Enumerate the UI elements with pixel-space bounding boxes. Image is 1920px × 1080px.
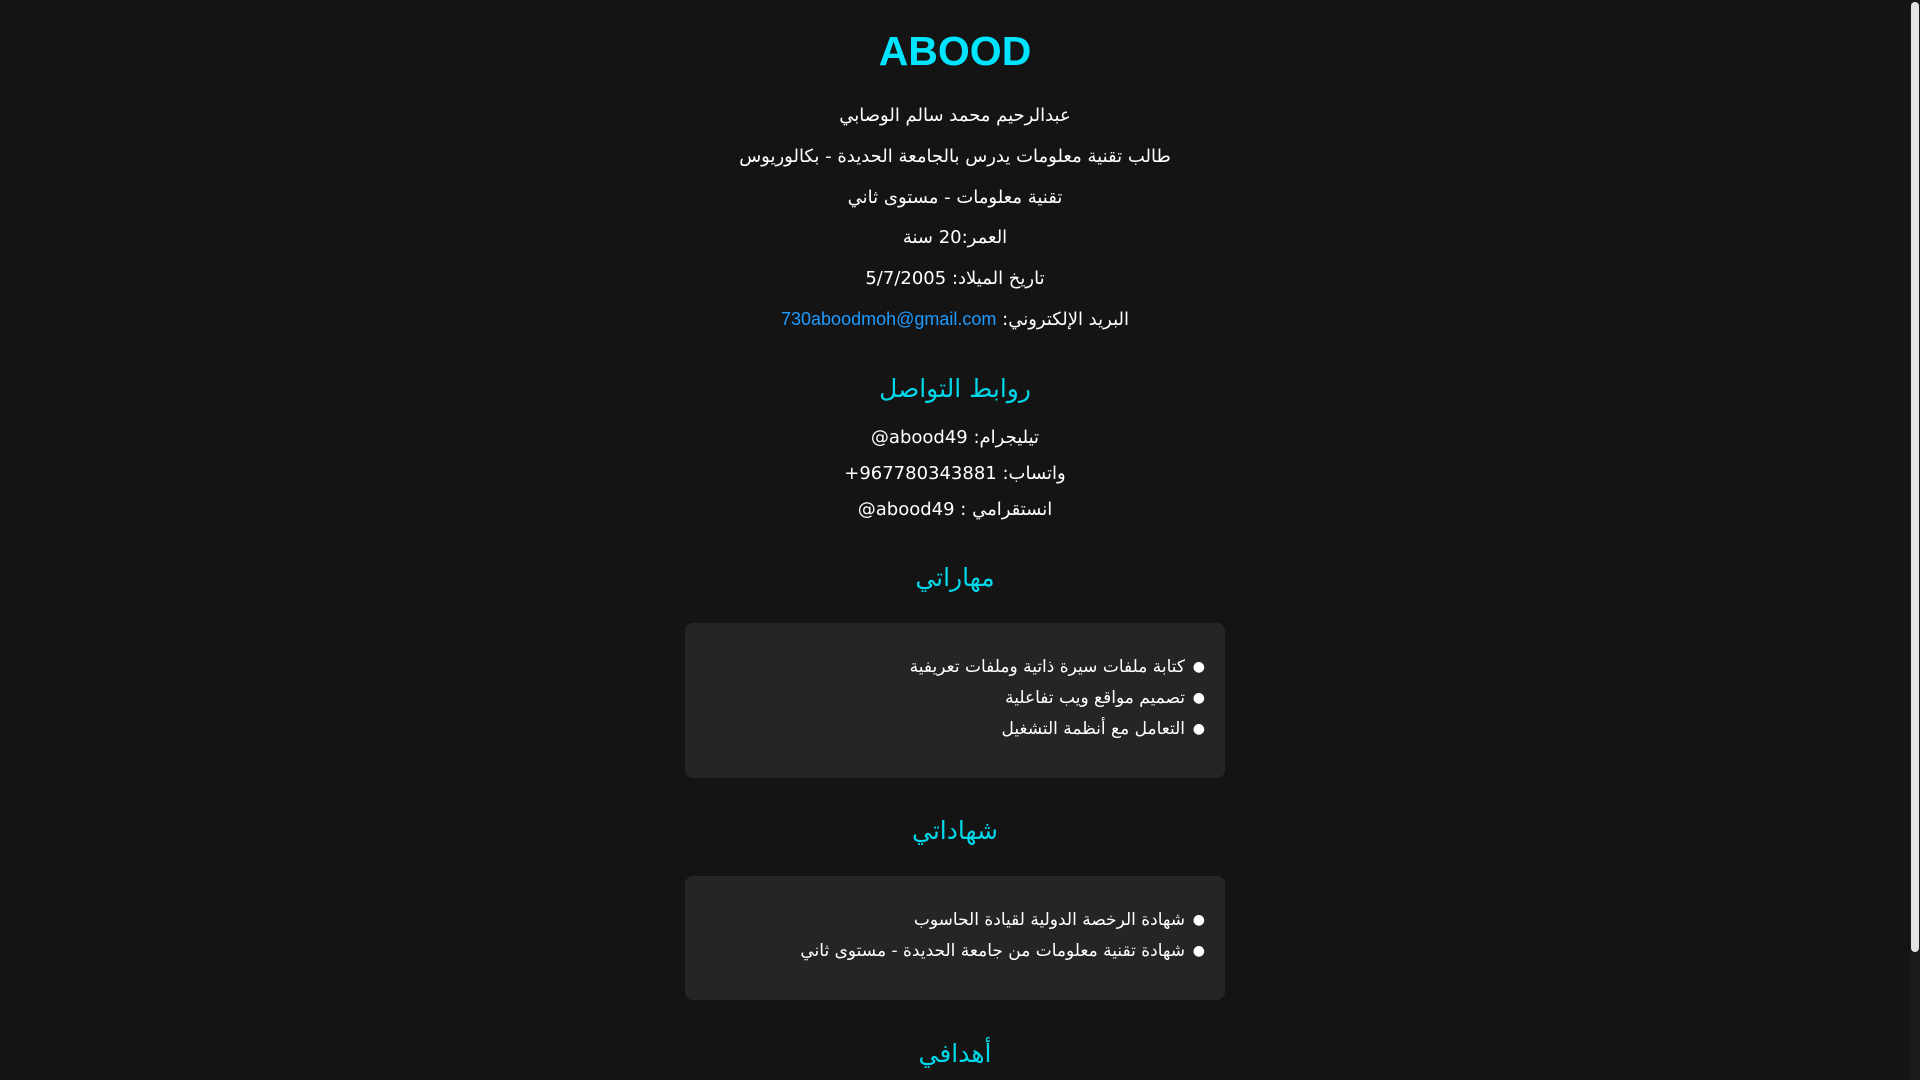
whatsapp-label: واتساب: — [1002, 463, 1066, 484]
whatsapp-value: +967780343881 — [844, 463, 997, 484]
skill-text: كتابة ملفات سيرة ذاتية وملفات تعريفية — [909, 657, 1185, 677]
age-value: 20 سنة — [902, 227, 962, 248]
list-item — [685, 683, 1225, 714]
skills-list — [685, 652, 1225, 745]
certificate-text: شهادة الرخصة الدولية لقيادة الحاسوب — [913, 910, 1185, 930]
bullet-icon: ● — [1192, 721, 1205, 737]
whatsapp-line — [0, 462, 1910, 486]
birthdate-label: تاريخ الميلاد: — [951, 268, 1045, 289]
bullet-icon: ● — [1192, 912, 1205, 928]
email-line — [0, 307, 1910, 332]
age-label: العمر: — [961, 227, 1008, 248]
telegram-label: تيليجرام: — [973, 427, 1040, 448]
scrollbar[interactable] — [1910, 0, 1920, 1080]
age-line — [0, 226, 1910, 250]
telegram-value: @abood49 — [870, 427, 968, 448]
list-item — [685, 652, 1225, 683]
instagram-line — [0, 498, 1910, 522]
instagram-value: @abood49 — [857, 499, 955, 520]
study-level: تقنية معلومات - مستوى ثاني — [847, 187, 1063, 208]
bullet-icon: ● — [1192, 690, 1205, 706]
list-item — [685, 936, 1225, 967]
contacts-title: روابط التواصل — [879, 374, 1031, 403]
telegram-line — [0, 426, 1910, 450]
list-item — [685, 714, 1225, 745]
email-label: البريد الإلكتروني: — [1002, 309, 1129, 330]
instagram-label: انستقرامي : — [960, 499, 1053, 520]
skill-text: التعامل مع أنظمة التشغيل — [1001, 719, 1185, 739]
skill-text: تصميم مواقع ويب تفاعلية — [1005, 688, 1185, 708]
certificate-text: شهادة تقنية معلومات من جامعة الحديدة - مستوى ثاني — [800, 941, 1185, 961]
goals-title: أهدافي — [918, 1039, 992, 1068]
certificates-list — [685, 905, 1225, 967]
skills-card — [685, 623, 1225, 778]
birthdate-value: 5/7/2005 — [865, 268, 947, 289]
full-name: عبدالرحيم محمد سالم الوصابي — [839, 105, 1071, 126]
certificates-card — [685, 876, 1225, 1000]
email-link[interactable]: 730aboodmoh@gmail.com — [781, 309, 997, 329]
description: طالب تقنية معلومات يدرس بالجامعة الحديدة - بكالوريوس — [739, 146, 1171, 167]
scrollbar-thumb[interactable] — [1911, 2, 1919, 952]
skills-title: مهاراتي — [915, 563, 995, 592]
birthdate-line — [0, 267, 1910, 291]
bullet-icon: ● — [1192, 943, 1205, 959]
page-title: ABOOD — [878, 28, 1032, 74]
certificates-title: شهاداتي — [912, 816, 998, 845]
bullet-icon: ● — [1192, 659, 1205, 675]
list-item — [685, 905, 1225, 936]
